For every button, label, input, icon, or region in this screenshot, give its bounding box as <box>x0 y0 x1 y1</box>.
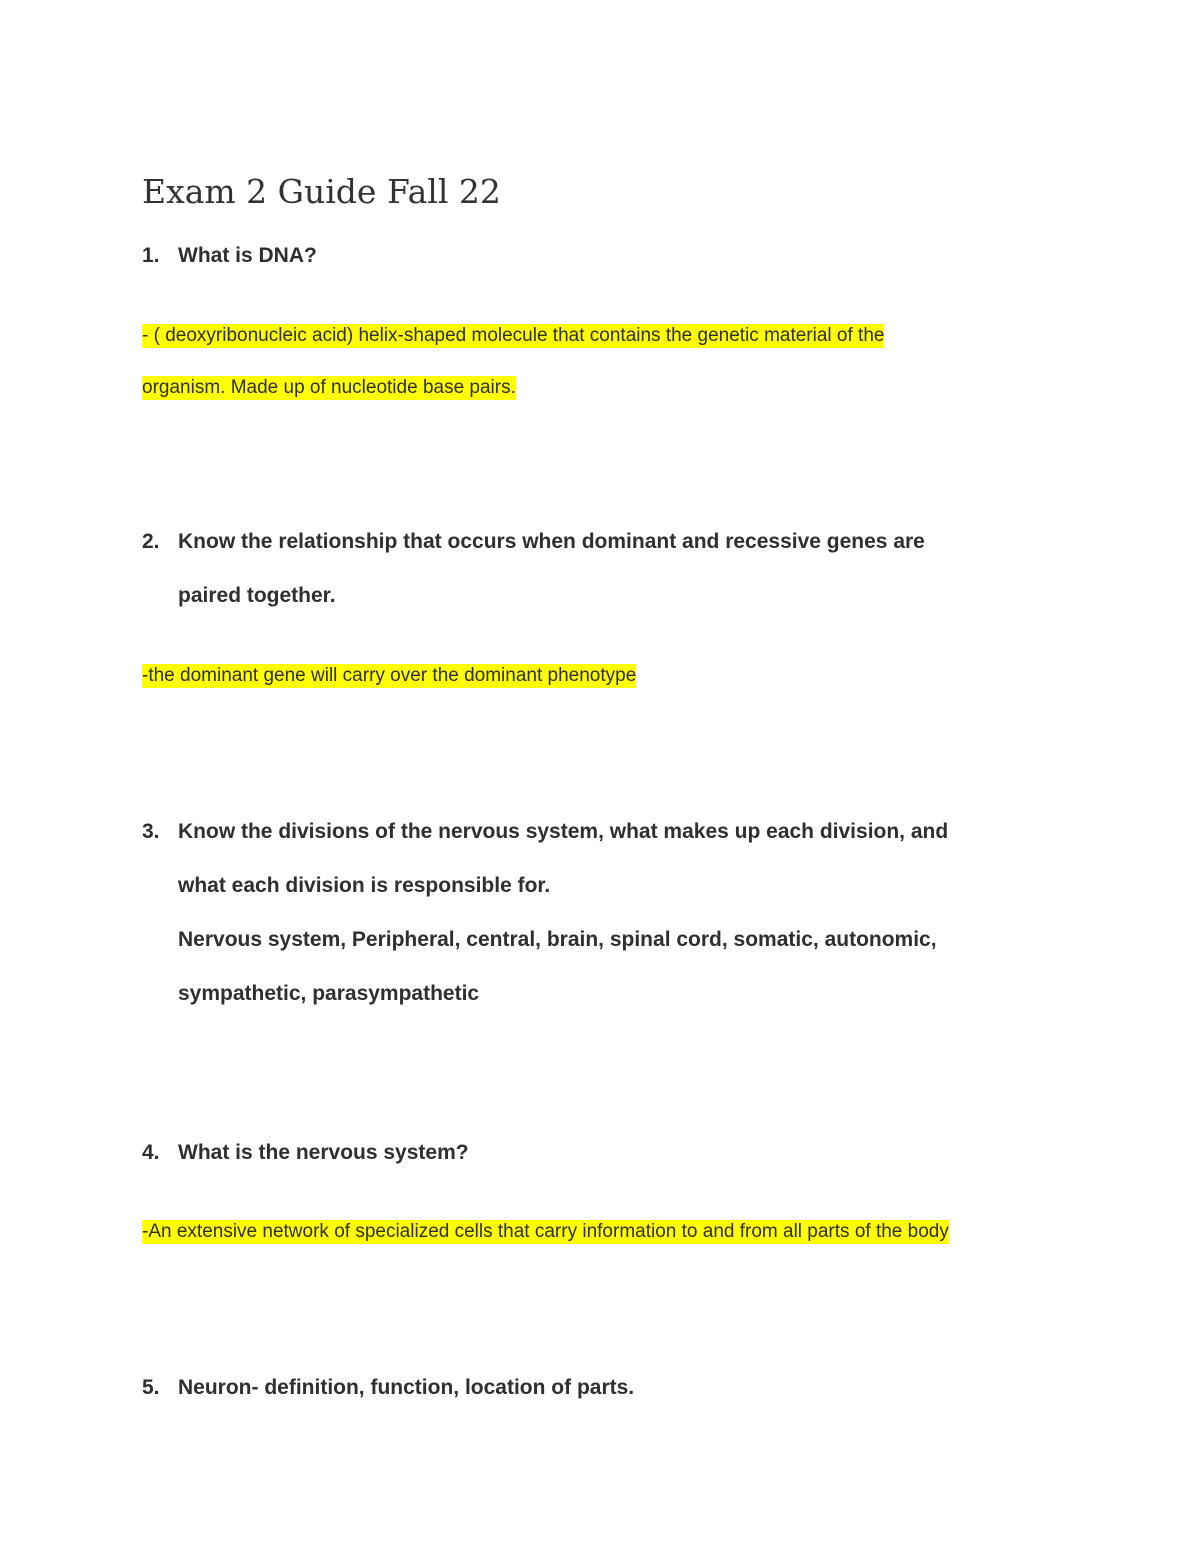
question-3 <box>142 820 948 844</box>
question-number: 4. <box>142 1141 160 1164</box>
question-text: Know the divisions of the nervous system, what makes up each division, and <box>178 820 949 843</box>
highlighted-answer-text: -An extensive network of specialized cells that carry information to and from all parts of the body <box>142 1221 949 1242</box>
answer-2-line-1 <box>142 665 636 687</box>
question-3-continuation: what each division is responsible for. <box>178 874 551 897</box>
page-title: Exam 2 Guide Fall 22 <box>142 172 501 211</box>
question-4 <box>142 1141 469 1165</box>
question-5 <box>142 1376 634 1400</box>
question-3-continuation: Nervous system, Peripheral, central, brain, spinal cord, somatic, autonomic, <box>178 928 937 951</box>
answer-1-line-2 <box>142 377 516 399</box>
question-number: 2. <box>142 530 160 553</box>
question-3-continuation: sympathetic, parasympathetic <box>178 982 480 1005</box>
highlighted-answer-text: organism. Made up of nucleotide base pairs. <box>142 377 516 398</box>
question-2 <box>142 530 925 554</box>
question-text: What is DNA? <box>178 244 317 267</box>
question-text: Neuron- definition, function, location of parts. <box>178 1376 635 1399</box>
question-1 <box>142 244 317 268</box>
question-number: 1. <box>142 244 160 267</box>
highlighted-answer-text: - ( deoxyribonucleic acid) helix-shaped molecule that contains the genetic material of the <box>142 325 885 346</box>
answer-1-line-1 <box>142 325 884 347</box>
question-2-continuation: paired together. <box>178 584 336 607</box>
question-number: 3. <box>142 820 160 843</box>
highlighted-answer-text: -the dominant gene will carry over the dominant phenotype <box>142 665 637 686</box>
answer-4-line-1 <box>142 1221 949 1243</box>
question-text: What is the nervous system? <box>178 1141 469 1164</box>
question-number: 5. <box>142 1376 160 1399</box>
question-text: Know the relationship that occurs when dominant and recessive genes are <box>178 530 925 553</box>
